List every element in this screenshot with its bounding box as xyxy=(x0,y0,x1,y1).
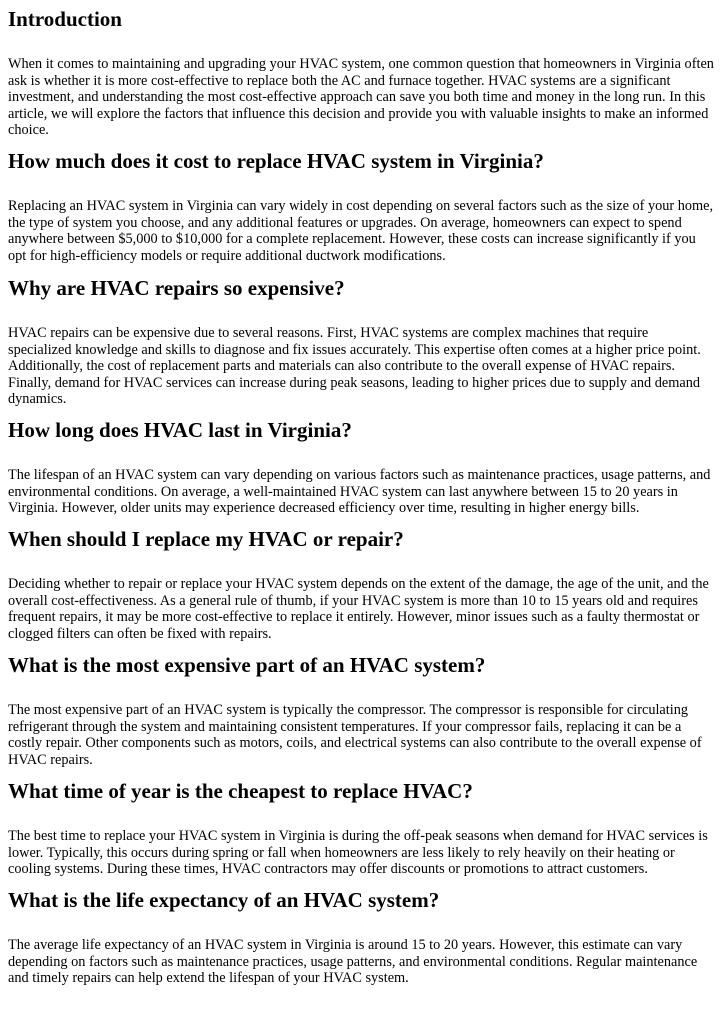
section-heading: Why are HVAC repairs so expensive? xyxy=(8,276,345,300)
section-cheapest-time xyxy=(8,778,714,878)
section-paragraph: When it comes to maintaining and upgrading your HVAC system, one common question that homeowners in Virginia often ask is whether it is more cost-effective to replace both the AC and furnace together. HVAC systems are a significant investment, and understanding the most cost-effective approach can save you both time and money in the long run. In this article, we will explore the factors that influence this decision and provide you with valuable insights to make an informed choice. xyxy=(8,56,714,138)
section-cost-to-replace xyxy=(8,148,714,264)
section-paragraph: Deciding whether to repair or replace your HVAC system depends on the extent of the damage, the age of the unit, and the overall cost-effectiveness. As a general rule of thumb, if your HVAC system is more than 10 to 15 years old and requires frequent repairs, it may be more cost-effective to replace it entirely. However, minor issues such as a faulty thermostat or clogged filters can often be fixed with repairs. xyxy=(8,576,709,642)
section-paragraph: Replacing an HVAC system in Virginia can vary widely in cost depending on several factors such as the size of your home, the type of system you choose, and any additional features or upgrades. On average, homeowners can expect to spend anywhere between $5,000 to $10,000 for a complete replacement. However, these costs can increase significantly if you opt for high-efficiency models or require additional ductwork modifications. xyxy=(8,198,714,264)
section-repairs-expensive xyxy=(8,275,714,408)
section-heading: What is the most expensive part of an HVAC system? xyxy=(8,653,486,677)
section-replace-or-repair xyxy=(8,526,714,642)
section-heading: Introduction xyxy=(8,7,122,31)
section-paragraph: The average life expectancy of an HVAC system in Virginia is around 15 to 20 years. However, this estimate can vary depending on factors such as maintenance practices, usage patterns, and environmental conditions. Regular maintenance and timely repairs can help extend the lifespan of your HVAC system. xyxy=(8,937,698,986)
section-paragraph: The lifespan of an HVAC system can vary depending on various factors such as maintenance practices, usage patterns, and environmental conditions. On average, a well-maintained HVAC system can last anywhere between 15 to 20 years in Virginia. However, older units may experience decreased efficiency over time, resulting in higher energy bills. xyxy=(8,467,711,516)
section-life-expectancy xyxy=(8,887,714,987)
section-introduction xyxy=(8,6,714,139)
section-paragraph: HVAC repairs can be expensive due to several reasons. First, HVAC systems are complex machines that require specialized knowledge and skills to diagnose and fix issues accurately. This expertise often comes at a higher price point. Additionally, the cost of replacement parts and materials can also contribute to the overall expense of HVAC repairs. Finally, demand for HVAC services can increase during peak seasons, leading to higher prices due to supply and demand dynamics. xyxy=(8,325,701,407)
section-heading: What time of year is the cheapest to replace HVAC? xyxy=(8,779,473,803)
section-heading: What is the life expectancy of an HVAC system? xyxy=(8,888,440,912)
section-heading: When should I replace my HVAC or repair? xyxy=(8,527,404,551)
section-most-expensive-part xyxy=(8,652,714,768)
section-heading: How much does it cost to replace HVAC system in Virginia? xyxy=(8,149,544,173)
section-paragraph: The best time to replace your HVAC system in Virginia is during the off-peak seasons when demand for HVAC services is lower. Typically, this occurs during spring or fall when homeowners are less likely to rely heavily on their heating or cooling systems. During these times, HVAC contractors may offer discounts or promotions to attract customers. xyxy=(8,828,708,877)
section-heading: How long does HVAC last in Virginia? xyxy=(8,418,352,442)
section-hvac-lifespan xyxy=(8,417,714,517)
section-paragraph: The most expensive part of an HVAC system is typically the compressor. The compressor is responsible for circulating refrigerant through the system and maintaining consistent temperatures. If your compressor fails, replacing it can be a costly repair. Other components such as motors, coils, and electrical systems can also contribute to the overall expense of HVAC repairs. xyxy=(8,702,702,768)
